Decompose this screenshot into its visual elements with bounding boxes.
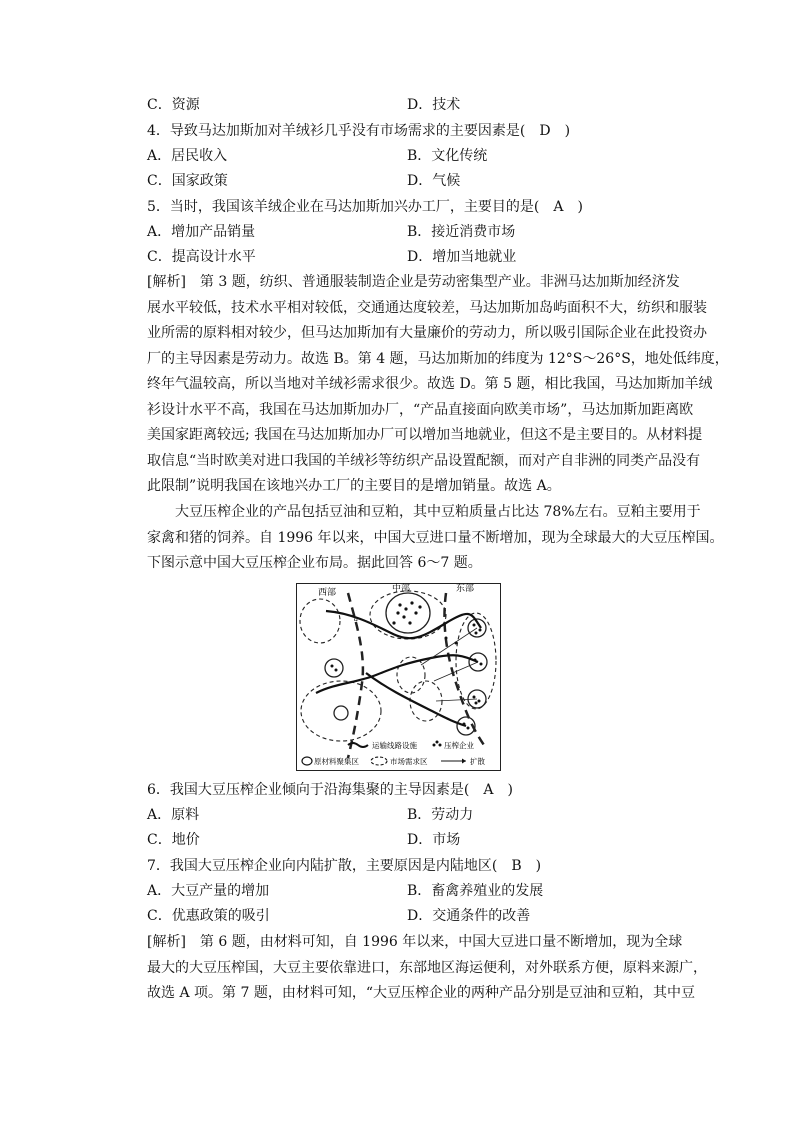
- q6-stem: 6．我国大豆压榨企业倾向于沿海集聚的主导因素是( A ): [147, 782, 513, 798]
- analysis-line: 衫设计水平不高，我国在马达加斯加办厂，“产品直接面向欧美市场”，马达加斯加距离欧: [147, 401, 694, 418]
- analysis-line: 取信息“当时欧美对进口我国的羊绒衫等纺织产品设置配额，而对产自非洲的同类产品没有: [147, 452, 701, 469]
- q3-option-c: C．资源: [147, 97, 200, 113]
- q7-stem: 7．我国大豆压榨企业向内陆扩散，主要原因是内陆地区( B ): [147, 858, 542, 874]
- q3-option-d: D．技术: [407, 97, 461, 113]
- material-line: 下图示意中国大豆压榨企业布局。据此回答 6～7 题。: [147, 555, 482, 571]
- q6-option-a: A．原料: [147, 807, 200, 823]
- legend-factory: 压榨企业: [444, 741, 474, 750]
- legend-raw-material: 原材料聚集区: [314, 757, 359, 766]
- material-line: 家禽和猪的饲养。自 1996 年以来，中国大豆进口量不断增加，现为全球最大的大豆压榨国。: [147, 529, 724, 546]
- q5-option-b: B．接近消费市场: [407, 224, 516, 240]
- material-line: 大豆压榨企业的产品包括豆油和豆粕，其中豆粕质量占比达 78%左右。豆粕主要用于: [175, 504, 701, 520]
- label-west: 西部: [318, 588, 337, 598]
- label-route-a: a: [354, 615, 359, 623]
- analysis-line: 故选 A 项。第 7 题，由材料可知，“大豆压榨企业的两种产品分别是豆油和豆粕，其中豆: [147, 985, 695, 1001]
- label-central: 中部: [392, 584, 411, 594]
- q5-option-a: A．增加产品销量: [147, 224, 256, 240]
- analysis-line: [解析] 第 3 题，纺织、普通服装制造企业是劳动密集型产业。非洲马达加斯加经济发: [147, 274, 680, 290]
- analysis-line: 终年气温较高，所以当地对羊绒衫需求很少。故选 D。第 5 题，相比我国，马达加斯加羊绒: [147, 376, 713, 392]
- analysis-line: 业所需的原料相对较少，但马达加斯加有大量廉价的劳动力，所以吸引国际企业在此投资办: [147, 325, 707, 341]
- q6-option-c: C．地价: [147, 832, 200, 848]
- analysis-line: 展水平较低，技术水平相对较低，交通通达度较差，马达加斯加岛屿面积不大，纺织和服装: [147, 299, 707, 316]
- q7-option-a: A．大豆产量的增加: [147, 883, 270, 899]
- analysis-line: 美国家距离较远; 我国在马达加斯加办厂可以增加当地就业，但这不是主要目的。从材料提: [147, 427, 703, 443]
- q4-option-d: D．气候: [407, 173, 461, 189]
- q5-stem: 5．当时，我国该羊绒企业在马达加斯加兴办工厂，主要目的是( A ): [147, 199, 583, 215]
- q7-option-b: B．畜禽养殖业的发展: [407, 883, 544, 899]
- analysis-3-5: [147, 270, 729, 500]
- q5-option-c: C．提高设计水平: [147, 249, 256, 265]
- q7-option-d: D．交通条件的改善: [407, 908, 531, 924]
- analysis-line: 此限制”说明我国在该地兴办工厂的主要目的是增加销量。故选 A。: [147, 478, 561, 494]
- analysis-6-7: [147, 930, 707, 1007]
- material-paragraph: [147, 500, 724, 577]
- q5-option-d: D．增加当地就业: [407, 249, 517, 265]
- q7-option-c: C．优惠政策的吸引: [147, 908, 270, 924]
- q4-option-a: A．居民收入: [147, 148, 228, 164]
- analysis-line: 最大的大豆压榨国，大豆主要依靠进口，东部地区海运便利，对外联系方便，原料来源广，: [147, 959, 707, 976]
- legend-expand: 扩散: [470, 757, 485, 766]
- legend-factory-symbol: [433, 744, 436, 747]
- q4-stem: 4．导致马达加斯加对羊绒衫几乎没有市场需求的主要因素是( D ): [147, 123, 571, 139]
- analysis-line: [解析] 第 6 题，由材料可知，自 1996 年以来，中国大豆进口量不断增加，现为全球: [147, 934, 683, 950]
- analysis-line: 厂的主导因素是劳动力。故选 B。第 4 题，马达加斯加的纬度为 12°S～26°S，地处低纬度，: [147, 350, 729, 367]
- label-east: 东部: [456, 584, 475, 594]
- q6-option-d: D．市场: [407, 832, 461, 848]
- q6-option-b: B．劳动力: [407, 807, 474, 823]
- soybean-industry-map: [296, 583, 501, 771]
- legend-market: 市场需求区: [390, 757, 428, 766]
- q4-option-b: B．文化传统: [407, 148, 488, 164]
- q4-option-c: C．国家政策: [147, 173, 228, 189]
- legend-transport: 运输线路设施: [372, 741, 417, 750]
